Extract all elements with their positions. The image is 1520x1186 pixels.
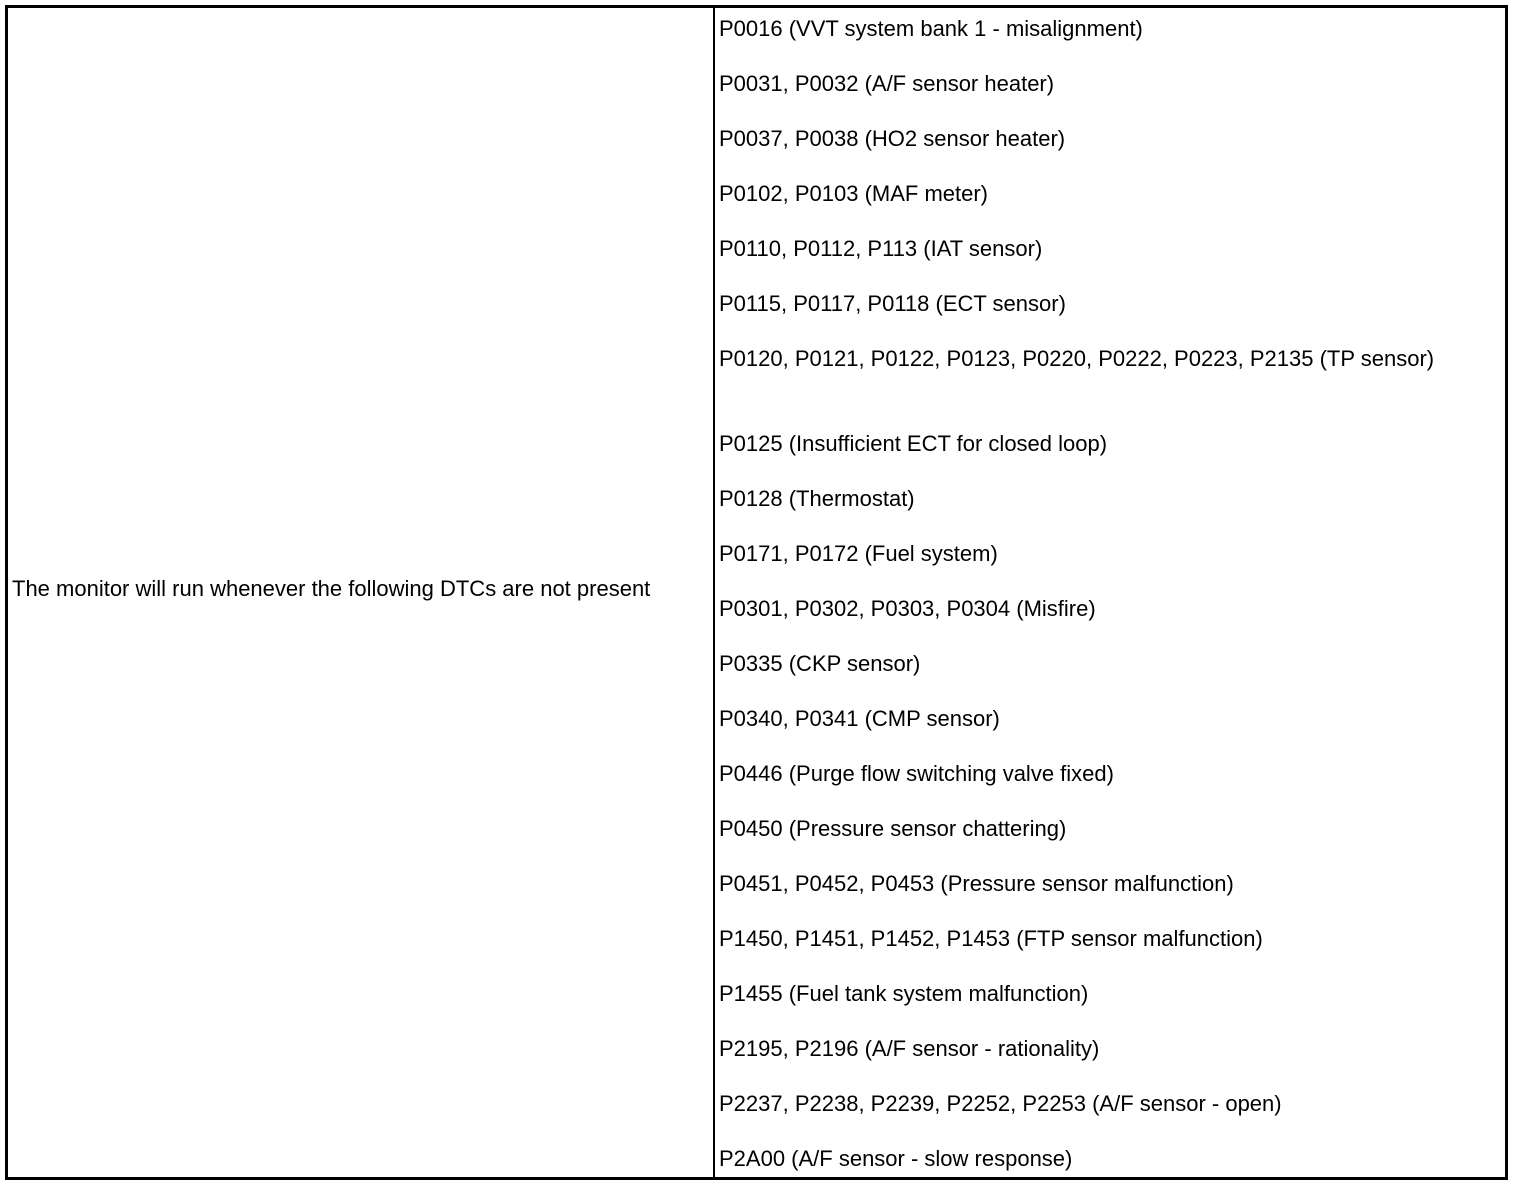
dtc-item: P0110, P0112, P113 (IAT sensor) — [719, 236, 1043, 261]
dtc-item: P0450 (Pressure sensor chattering) — [719, 816, 1067, 841]
dtc-item: P1450, P1451, P1452, P1453 (FTP sensor malfunction) — [719, 926, 1263, 951]
dtc-item: P1455 (Fuel tank system malfunction) — [719, 981, 1089, 1006]
dtc-item: P0128 (Thermostat) — [719, 486, 915, 511]
dtc-item: P0446 (Purge flow switching valve fixed) — [719, 761, 1114, 786]
dtc-item: P0451, P0452, P0453 (Pressure sensor malfunction) — [719, 871, 1234, 896]
dtc-item: P0115, P0117, P0118 (ECT sensor) — [719, 291, 1066, 316]
dtc-item: P0125 (Insufficient ECT for closed loop) — [719, 431, 1108, 456]
dtc-item: P0031, P0032 (A/F sensor heater) — [719, 71, 1055, 96]
dtc-item: P0102, P0103 (MAF meter) — [719, 181, 989, 206]
dtc-item: P0037, P0038 (HO2 sensor heater) — [719, 126, 1066, 151]
dtc-item: P0171, P0172 (Fuel system) — [719, 541, 998, 566]
dtc-item: P0016 (VVT system bank 1 - misalignment) — [719, 16, 1143, 41]
condition-text: The monitor will run whenever the following DTCs are not present — [12, 575, 651, 601]
dtc-item: P0335 (CKP sensor) — [719, 651, 921, 676]
dtc-cell — [715, 8, 1505, 1177]
dtc-item: P0301, P0302, P0303, P0304 (Misfire) — [719, 596, 1096, 621]
dtc-item: P0340, P0341 (CMP sensor) — [719, 706, 1000, 731]
dtc-item: P2195, P2196 (A/F sensor - rationality) — [719, 1036, 1100, 1061]
condition-cell — [8, 8, 715, 1177]
dtc-item: P2A00 (A/F sensor - slow response) — [719, 1146, 1073, 1171]
dtc-condition-table — [5, 5, 1508, 1180]
dtc-item: P2237, P2238, P2239, P2252, P2253 (A/F sensor - open) — [719, 1091, 1282, 1116]
dtc-item: P0120, P0121, P0122, P0123, P0220, P0222, P0223, P2135 (TP sensor) — [719, 346, 1435, 371]
